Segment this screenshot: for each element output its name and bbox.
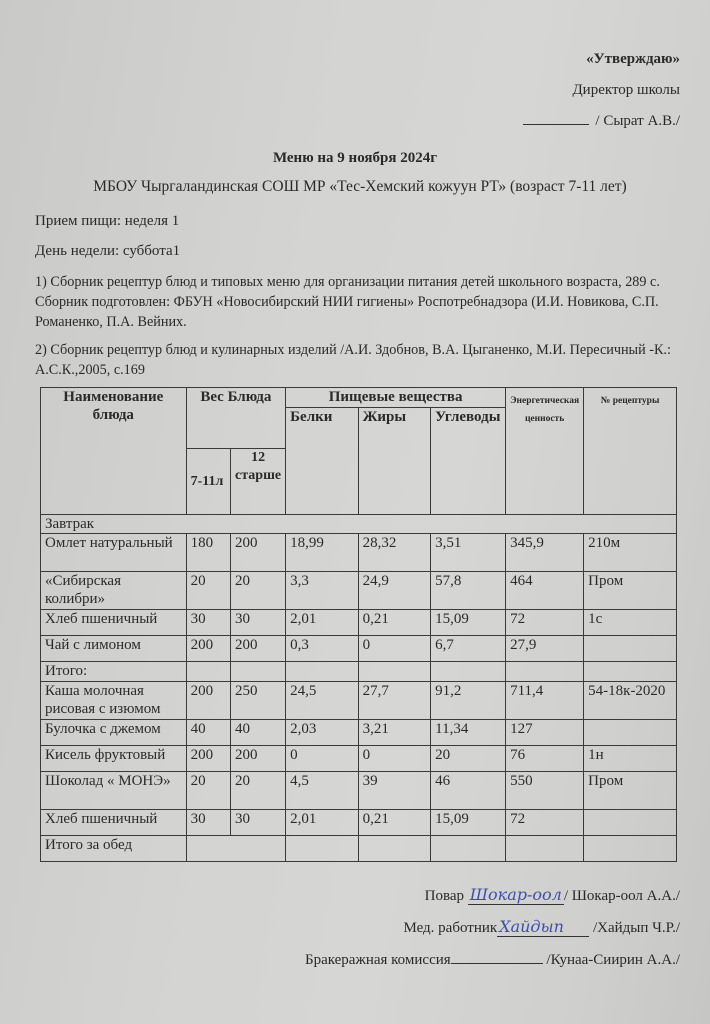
weight-12-older: 200 <box>231 746 286 772</box>
carbs: 6,7 <box>431 636 506 662</box>
dish-name: Хлеб пшеничный <box>41 610 187 636</box>
recipe-number <box>584 810 677 836</box>
carbs: 57,8 <box>431 572 506 610</box>
weight-7-11: 30 <box>186 610 230 636</box>
approval-signature-line <box>523 106 680 137</box>
dish-name: Каша молочная рисовая с изюмом <box>41 682 187 720</box>
total-row <box>41 662 677 682</box>
fat: 27,7 <box>358 682 431 720</box>
protein: 18,99 <box>286 534 358 572</box>
recipe-number: 210м <box>584 534 677 572</box>
header-weight-7-11: 7-11л <box>186 449 230 515</box>
recipe-number: Пром <box>584 572 677 610</box>
weight-7-11: 180 <box>186 534 230 572</box>
signature-role: Бракеражная комиссия <box>304 952 451 968</box>
table-row <box>41 772 677 810</box>
menu-table <box>40 387 677 862</box>
dish-name: Чай с лимоном <box>41 636 187 662</box>
header-nutrients: Пищевые вещества <box>286 388 506 408</box>
signature-commission <box>305 944 680 976</box>
header-weight-12-older: 12 старше <box>231 449 286 515</box>
lunch-total-row <box>41 836 677 862</box>
protein: 2,03 <box>286 720 358 746</box>
header-protein: Белки <box>286 408 358 515</box>
meal-line: Прием пищи: неделя 1 <box>35 213 180 229</box>
weight-12-older: 250 <box>231 682 286 720</box>
table-row <box>41 636 677 662</box>
fat: 24,9 <box>358 572 431 610</box>
approval-block <box>523 44 680 137</box>
fat: 0 <box>358 636 431 662</box>
energy: 345,9 <box>506 534 584 572</box>
dish-name: Омлет натуральный <box>41 534 187 572</box>
signature-name: /Хайдып Ч.Р./ <box>592 920 680 936</box>
signature-role: Повар <box>424 888 465 904</box>
table-row <box>41 682 677 720</box>
weight-12-older: 30 <box>231 810 286 836</box>
table-row <box>41 610 677 636</box>
fat: 0,21 <box>358 810 431 836</box>
protein: 24,5 <box>286 682 358 720</box>
document-title: Меню на 9 ноября 2024г <box>272 150 438 166</box>
weight-12-older: 40 <box>231 720 286 746</box>
carbs: 20 <box>431 746 506 772</box>
weight-12-older: 30 <box>231 610 286 636</box>
total-label: Итого: <box>41 662 187 682</box>
weight-12-older: 20 <box>231 772 286 810</box>
dish-name: «Сибирская колибри» <box>41 572 187 610</box>
dish-name: Шоколад « МОНЭ» <box>41 772 187 810</box>
signature-blank <box>523 110 589 125</box>
approval-position: Директор школы <box>572 82 680 98</box>
weight-12-older: 20 <box>231 572 286 610</box>
weight-7-11: 20 <box>186 572 230 610</box>
weight-7-11: 20 <box>186 772 230 810</box>
weight-12-older: 200 <box>231 534 286 572</box>
lunch-total-label: Итого за обед <box>41 836 187 862</box>
protein: 4,5 <box>286 772 358 810</box>
energy: 127 <box>506 720 584 746</box>
signature-role: Мед. работник <box>403 920 498 936</box>
recipe-number: 1с <box>584 610 677 636</box>
weight-7-11: 30 <box>186 810 230 836</box>
approval-heading: «Утверждаю» <box>586 51 680 67</box>
approval-signature-name: / Сырат А.В./ <box>595 113 680 129</box>
day-line: День недели: суббота1 <box>35 243 181 259</box>
recipe-number: Пром <box>584 772 677 810</box>
table-row <box>41 572 677 610</box>
recipe-number <box>584 636 677 662</box>
energy: 711,4 <box>506 682 584 720</box>
weight-7-11: 200 <box>186 746 230 772</box>
fat: 39 <box>358 772 431 810</box>
energy: 464 <box>506 572 584 610</box>
carbs: 3,51 <box>431 534 506 572</box>
signature-blank <box>451 949 543 964</box>
header-name: Наименование блюда <box>41 388 187 515</box>
energy: 72 <box>506 810 584 836</box>
protein: 3,3 <box>286 572 358 610</box>
handwritten-signature: Хайдып <box>497 918 589 937</box>
carbs: 15,09 <box>431 610 506 636</box>
dish-name: Кисель фруктовый <box>41 746 187 772</box>
carbs: 11,34 <box>431 720 506 746</box>
fat: 3,21 <box>358 720 431 746</box>
header-weight: Вес Блюда <box>186 388 286 449</box>
weight-7-11: 40 <box>186 720 230 746</box>
signature-name: /Кунаа-Сиирин А.А./ <box>546 952 680 968</box>
signature-name: / Шокар-оол А.А./ <box>563 888 680 904</box>
header-carbs: Углеводы <box>431 408 506 515</box>
table-row <box>41 534 677 572</box>
reference-1: 1) Сборник рецептур блюд и типовых меню для организации питания детей школьного возраста, 289 с. Сборник подготовлен: ФБУН «Новосибирский НИИ гигиены» Роспотребнадзора (И.И. Новикова, С.П. Романенко, П.А. Вейних. <box>35 274 660 330</box>
fat: 0,21 <box>358 610 431 636</box>
signature-cook <box>305 880 680 912</box>
header-fat: Жиры <box>358 408 431 515</box>
recipe-number: 54-18к-2020 <box>584 682 677 720</box>
energy: 76 <box>506 746 584 772</box>
carbs: 46 <box>431 772 506 810</box>
weight-12-older: 200 <box>231 636 286 662</box>
energy: 27,9 <box>506 636 584 662</box>
signatures-block <box>305 880 680 976</box>
carbs: 91,2 <box>431 682 506 720</box>
fat: 0 <box>358 746 431 772</box>
protein: 2,01 <box>286 810 358 836</box>
header-energy: Энергетическая ценность <box>506 388 584 515</box>
protein: 0 <box>286 746 358 772</box>
school-name: МБОУ Чыргаландинская СОШ МР «Тес-Хемский кожуун РТ» (возраст 7-11 лет) <box>93 178 627 195</box>
carbs: 15,09 <box>431 810 506 836</box>
energy: 72 <box>506 610 584 636</box>
reference-2: 2) Сборник рецептур блюд и кулинарных изделий /А.И. Здобнов, В.А. Цыганенко, М.И. Пересичный -К.: А.С.К.,2005, с.169 <box>35 342 671 378</box>
energy: 550 <box>506 772 584 810</box>
recipe-number: 1н <box>584 746 677 772</box>
protein: 0,3 <box>286 636 358 662</box>
dish-name: Булочка с джемом <box>41 720 187 746</box>
dish-name: Хлеб пшеничный <box>41 810 187 836</box>
weight-7-11: 200 <box>186 682 230 720</box>
weight-7-11: 200 <box>186 636 230 662</box>
recipe-number <box>584 720 677 746</box>
handwritten-signature: Шокар-оол <box>469 885 562 904</box>
table-row <box>41 810 677 836</box>
header-recipe: № рецептуры <box>584 388 677 515</box>
fat: 28,32 <box>358 534 431 572</box>
table-row <box>41 746 677 772</box>
signature-medic <box>305 912 680 944</box>
section-breakfast: Завтрак <box>41 515 677 534</box>
protein: 2,01 <box>286 610 358 636</box>
table-row <box>41 720 677 746</box>
